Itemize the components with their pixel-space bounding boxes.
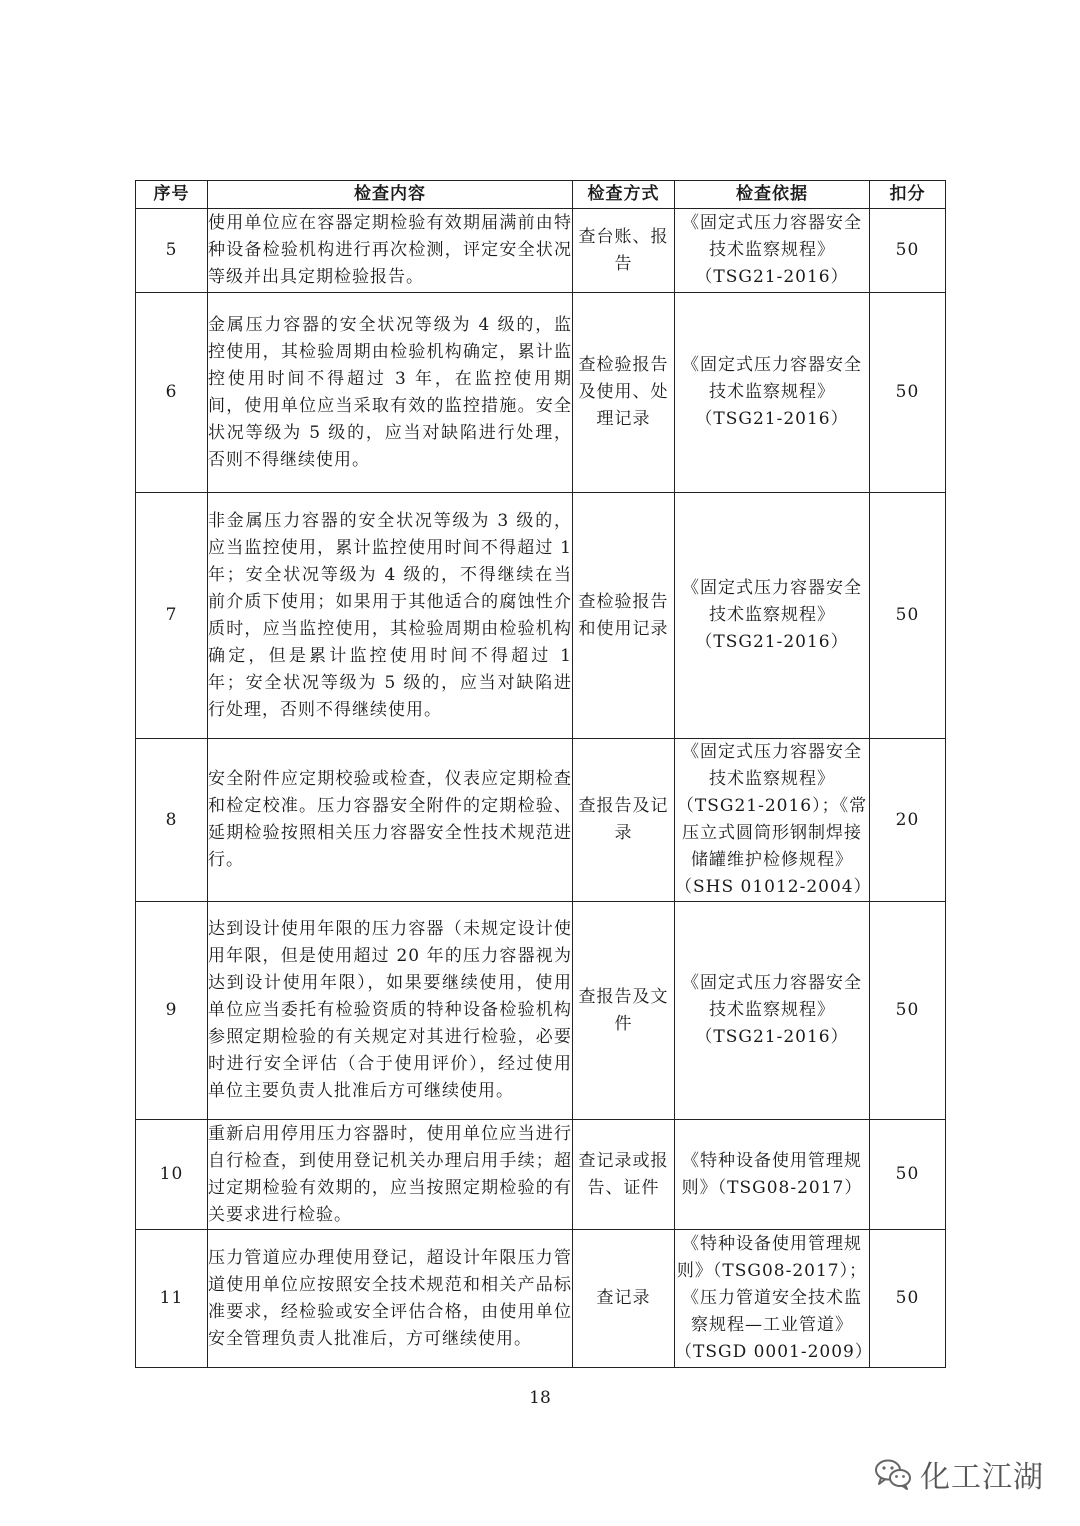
wechat-icon bbox=[874, 1458, 912, 1490]
row-score: 50 bbox=[870, 1230, 946, 1368]
row-basis: 《特种设备使用管理规则》（TSG08-2017） bbox=[675, 1120, 870, 1230]
row-content: 重新启用停用压力容器时，使用单位应当进行自行检查，到使用登记机关办理启用手续；超过定期检验有效期的，应当按照定期检验的有关要求进行检验。 bbox=[208, 1120, 573, 1230]
row-score: 50 bbox=[870, 293, 946, 493]
row-method: 查报告及文件 bbox=[573, 902, 675, 1120]
row-num: 11 bbox=[136, 1230, 208, 1368]
row-basis: 《固定式压力容器安全技术监察规程》（TSG21-2016） bbox=[675, 493, 870, 739]
row-content: 使用单位应在容器定期检验有效期届满前由特种设备检验机构进行再次检测，评定安全状况等级并出具定期检验报告。 bbox=[208, 209, 573, 293]
watermark bbox=[874, 1452, 1044, 1496]
header-score: 扣分 bbox=[870, 181, 946, 209]
row-score: 50 bbox=[870, 1120, 946, 1230]
table-row bbox=[136, 209, 946, 293]
table-row bbox=[136, 1230, 946, 1368]
watermark-text: 化工江湖 bbox=[920, 1460, 1044, 1495]
table-header-row bbox=[136, 181, 946, 209]
row-num: 7 bbox=[136, 493, 208, 739]
page-number: 18 bbox=[529, 1388, 551, 1408]
header-method: 检查方式 bbox=[573, 181, 675, 209]
inspection-table bbox=[135, 180, 946, 1368]
row-score: 50 bbox=[870, 493, 946, 739]
row-num: 8 bbox=[136, 739, 208, 902]
row-method: 查记录或报告、证件 bbox=[573, 1120, 675, 1230]
table-row bbox=[136, 293, 946, 493]
row-content: 达到设计使用年限的压力容器（未规定设计使用年限，但是使用超过 20 年的压力容器视为达到设计使用年限），如果要继续使用，使用单位应当委托有检验资质的特种设备检验机构参照定期检验的有关规定对其进行检验，必要时进行安全评估（合于使用评价），经过使用单位主要负责人批准后方可继续使用。 bbox=[208, 902, 573, 1120]
row-content: 安全附件应定期校验或检查，仪表应定期检查和检定校准。压力容器安全附件的定期检验、延期检验按照相关压力容器安全性技术规范进行。 bbox=[208, 739, 573, 902]
row-method: 查记录 bbox=[573, 1230, 675, 1368]
row-num: 9 bbox=[136, 902, 208, 1120]
row-method: 查报告及记录 bbox=[573, 739, 675, 902]
row-basis: 《固定式压力容器安全技术监察规程》（TSG21-2016）；《常压立式圆筒形钢制焊接储罐维护检修规程》（SHS 01012-2004） bbox=[675, 739, 870, 902]
row-basis: 《固定式压力容器安全技术监察规程》（TSG21-2016） bbox=[675, 902, 870, 1120]
row-num: 5 bbox=[136, 209, 208, 293]
row-score: 50 bbox=[870, 902, 946, 1120]
table-row bbox=[136, 493, 946, 739]
row-content: 非金属压力容器的安全状况等级为 3 级的，应当监控使用，累计监控使用时间不得超过 1 年；安全状况等级为 4 级的，不得继续在当前介质下使用；如果用于其他适合的腐蚀性介质时，应当监控使用，其检验周期由检验机构确定，但是累计监控使用时间不得超过 1 年；安全状况等级为 5 级的，应当对缺陷进行处理，否则不得继续使用。 bbox=[208, 493, 573, 739]
table-row bbox=[136, 739, 946, 902]
row-method: 查检验报告及使用、处理记录 bbox=[573, 293, 675, 493]
row-basis: 《固定式压力容器安全技术监察规程》（TSG21-2016） bbox=[675, 209, 870, 293]
row-method: 查检验报告和使用记录 bbox=[573, 493, 675, 739]
header-basis: 检查依据 bbox=[675, 181, 870, 209]
row-content: 压力管道应办理使用登记，超设计年限压力管道使用单位应按照安全技术规范和相关产品标准要求，经检验或安全评估合格，由使用单位安全管理负责人批准后，方可继续使用。 bbox=[208, 1230, 573, 1368]
table-row bbox=[136, 902, 946, 1120]
row-num: 6 bbox=[136, 293, 208, 493]
row-content: 金属压力容器的安全状况等级为 4 级的，监控使用，其检验周期由检验机构确定，累计监控使用时间不得超过 3 年，在监控使用期间，使用单位应当采取有效的监控措施。安全状况等级为 5 级的，应当对缺陷进行处理，否则不得继续使用。 bbox=[208, 293, 573, 493]
header-content: 检查内容 bbox=[208, 181, 573, 209]
row-method: 查台账、报告 bbox=[573, 209, 675, 293]
row-basis: 《特种设备使用管理规则》（TSG08-2017）；《压力管道安全技术监察规程—工业管道》（TSGD 0001-2009） bbox=[675, 1230, 870, 1368]
row-score: 20 bbox=[870, 739, 946, 902]
header-num: 序号 bbox=[136, 181, 208, 209]
table-row bbox=[136, 1120, 946, 1230]
row-num: 10 bbox=[136, 1120, 208, 1230]
row-basis: 《固定式压力容器安全技术监察规程》（TSG21-2016） bbox=[675, 293, 870, 493]
row-score: 50 bbox=[870, 209, 946, 293]
